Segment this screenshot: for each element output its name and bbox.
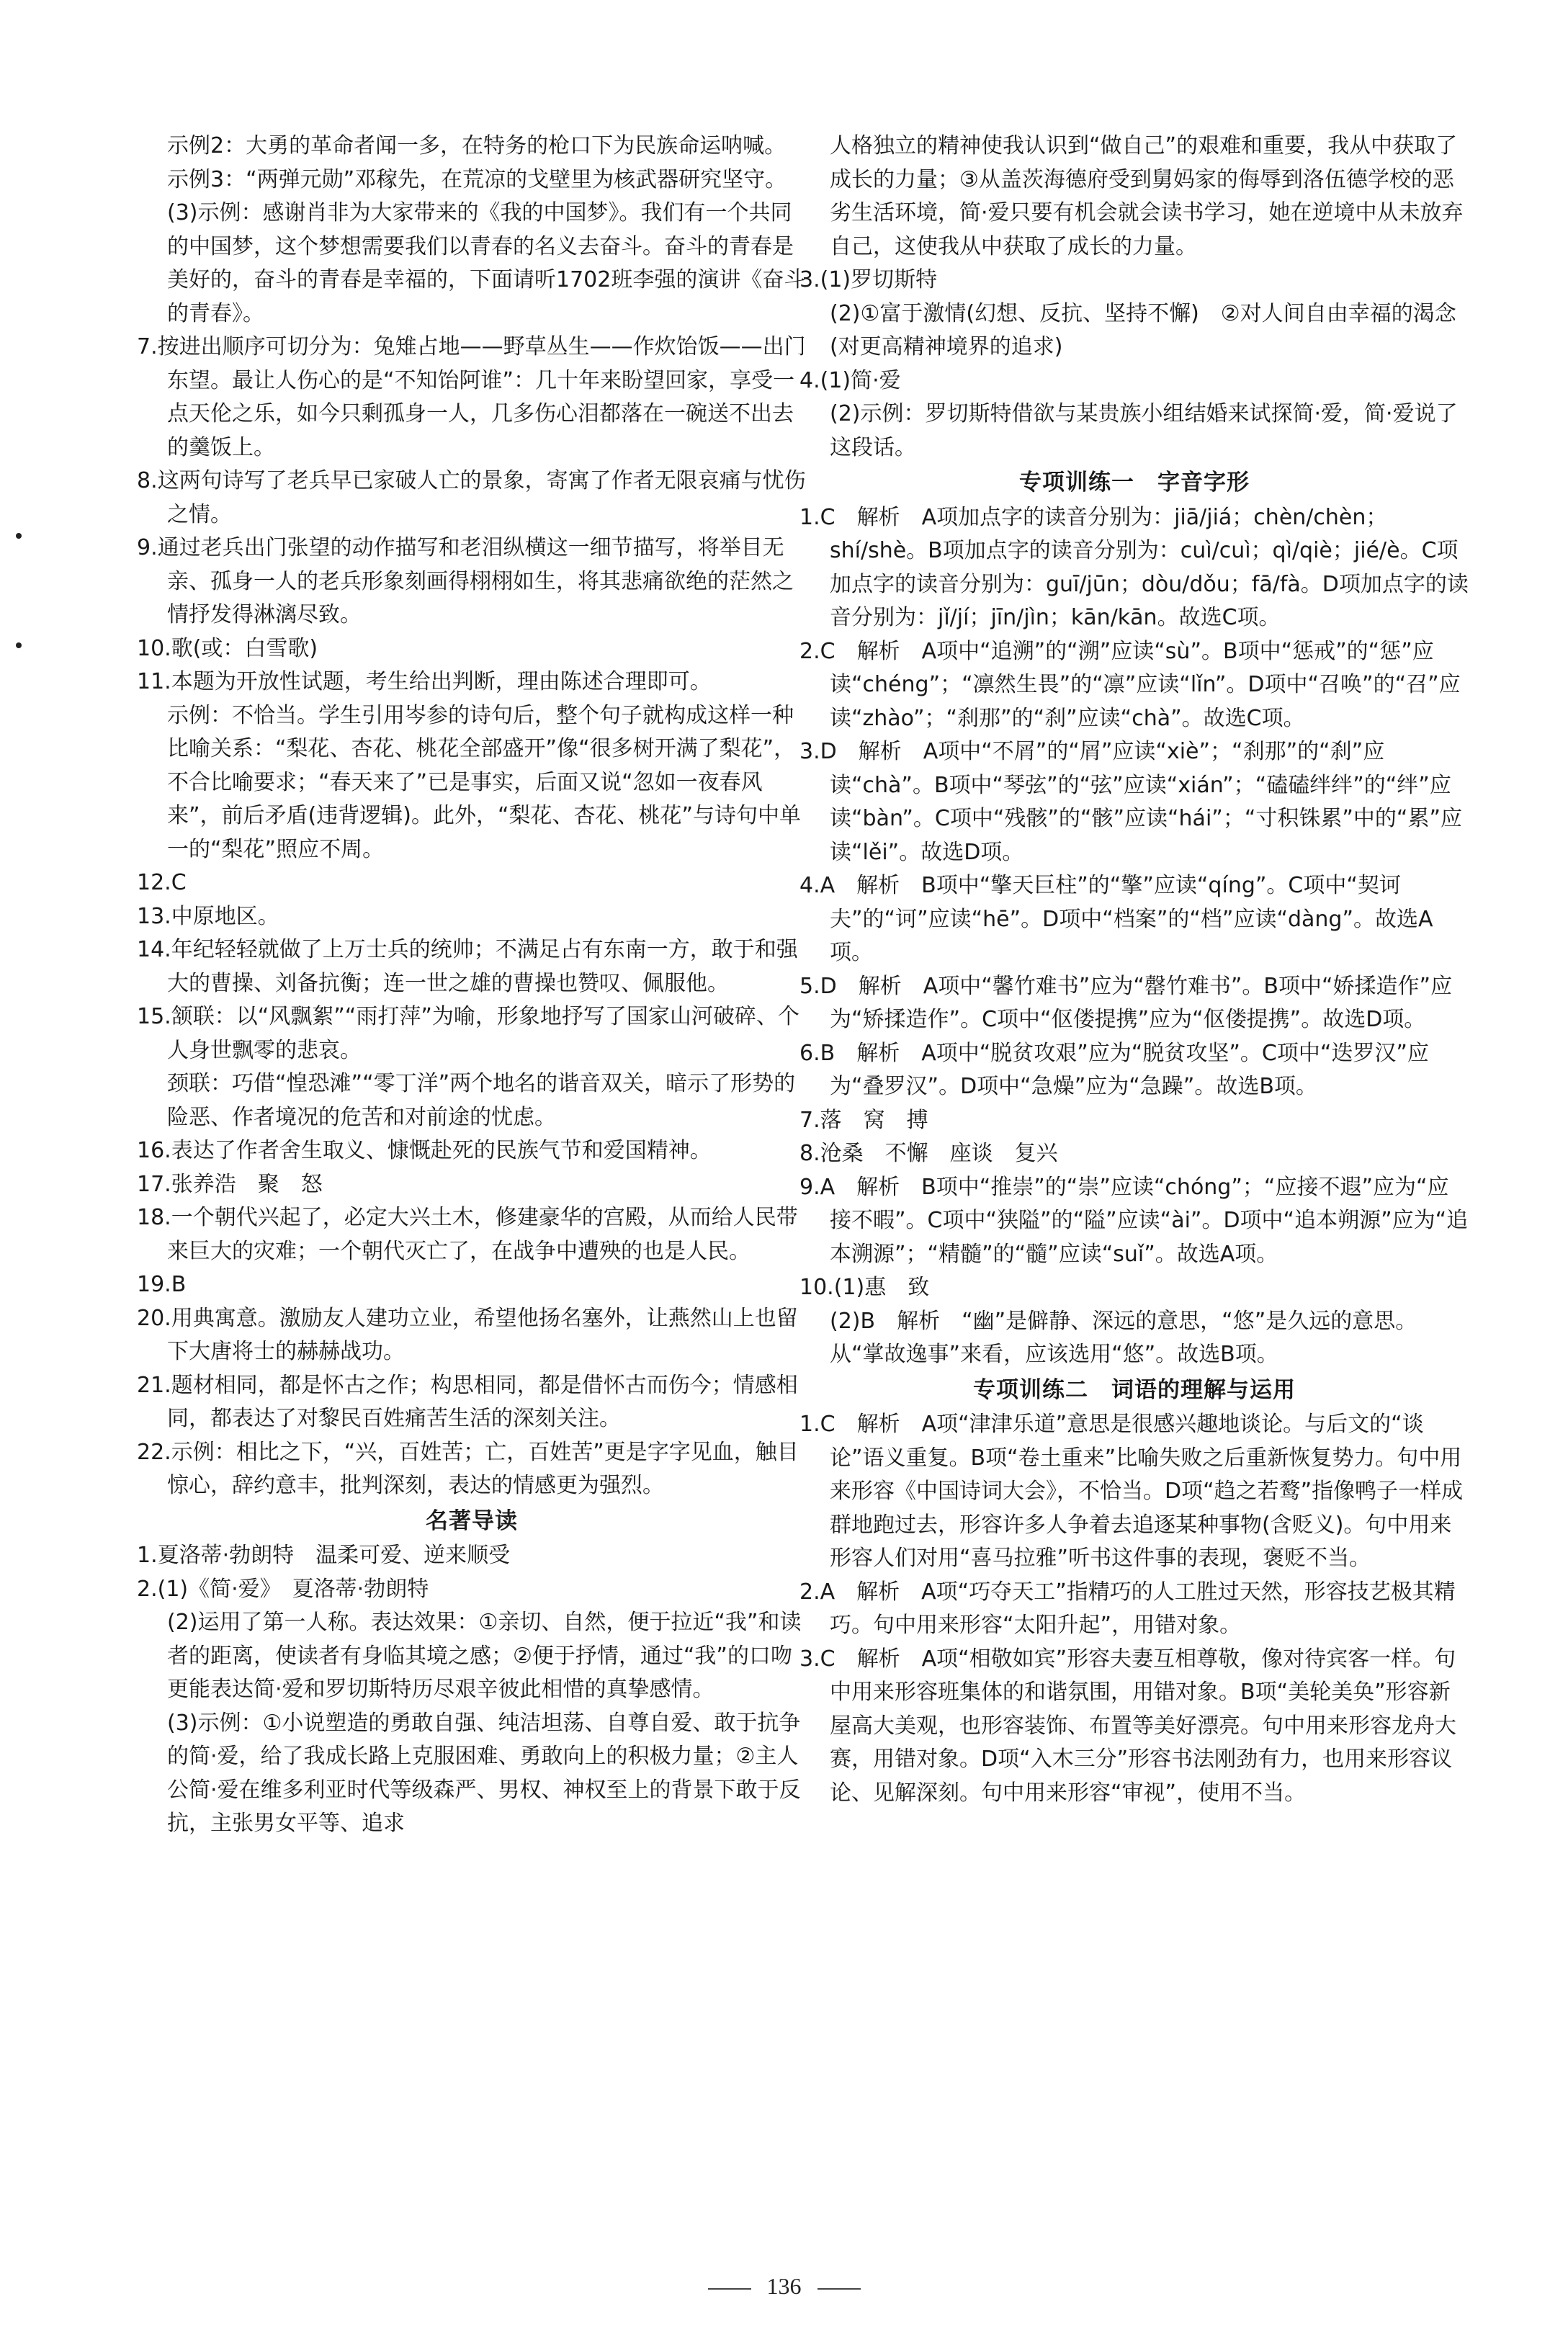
answer-paragraph: 21.题材相同，都是怀古之作；构思相同，都是借怀古而伤今；情感相同，都表达了对黎民百姓痛苦生活的深刻关注。 <box>137 1372 798 1431</box>
answer-paragraph: 17.张养浩 聚 怒 <box>137 1171 323 1197</box>
answer-paragraph: 9.A 解析 B项中“推崇”的“崇”应读“chóng”；“应接不遐”应为“应接不暇”。C项中“狭隘”的“隘”应读“ài”。D项中“追本朔源”应为“追本溯源”；“精髓”的“髓”应读“suǐ”。故选A项。 <box>799 1174 1469 1267</box>
page-number: 136 <box>766 2273 802 2299</box>
answer-paragraph: 5.D 解析 A项中“馨竹难书”应为“罄竹难书”。B项中“娇揉造作”应为“矫揉造作”。C项中“伛偻提携”应为“伛偻提携”。故选D项。 <box>799 973 1453 1032</box>
answer-paragraph: 20.用典寓意。激励友人建功立业，希望他扬名塞外，让燕然山上也留下大唐将士的赫赫战功。 <box>137 1305 798 1364</box>
answer-paragraph: 人格独立的精神使我认识到“做自己”的艰难和重要，我从中获取了成长的力量；③从盖茨海德府受到舅妈家的侮辱到洛伍德学校的恶劣生活环境，简·爱只要有机会就会读书学习，她在逆境中从未放弃自己，这使我从中获取了成长的力量。 <box>830 133 1464 259</box>
answer-paragraph: (3)示例：①小说塑造的勇敢自强、纯洁坦荡、自尊自爱、敢于抗争的简·爱，给了我成长路上克服困难、勇敢向上的积极力量；②主人公简·爱在维多利亚时代等级森严、男权、神权至上的背景下敢于反抗，主张男女平等、追求 <box>167 1710 801 1836</box>
answer-paragraph: 19.B <box>137 1272 187 1297</box>
answer-paragraph: 10.(1)惠 致 <box>799 1275 930 1300</box>
answer-paragraph: 4.(1)简·爱 <box>799 367 901 393</box>
answer-paragraph: 2.A 解析 A项“巧夺天工”指精巧的人工胜过天然，形容技艺极其精巧。句中用来形容“太阳升起”，用错对象。 <box>799 1579 1456 1638</box>
answer-paragraph: 示例2：大勇的革命者闻一多，在特务的枪口下为民族命运呐喊。 <box>167 133 787 158</box>
answer-paragraph: 15.颔联：以“风飘絮”“雨打萍”为喻，形象地抒写了国家山河破碎、个人身世飘零的悲哀。 <box>137 1004 799 1063</box>
answer-paragraph: 11.本题为开放性试题，考生给出判断，理由陈述合理即可。 <box>137 669 712 694</box>
answer-paragraph: 18.一个朝代兴起了，必定大兴土木，修建豪华的宫殿，从而给人民带来巨大的灾难；一个朝代灭亡了，在战争中遭殃的也是人民。 <box>137 1205 798 1264</box>
footer-dash-right <box>817 2288 861 2290</box>
page-footer <box>0 2273 1568 2300</box>
answer-paragraph: 3.C 解析 A项“相敬如宾”形容夫妻互相尊敬，像对待宾客一样。句中用来形容班集体的和谐氛围，用错对象。B项“美轮美奂”形容新屋高大美观，也形容装饰、布置等美好漂亮。句中用来形容龙舟大赛，用错对象。D项“入木三分”形容书法刚劲有力，也用来形容议论、见解深刻。句中用来形容“审视”，使用不当。 <box>799 1646 1456 1806</box>
answer-paragraph: 3.(1)罗切斯特 <box>799 267 938 292</box>
answer-paragraph: 7.落 窝 搏 <box>799 1107 928 1133</box>
answer-paragraph: 2.C 解析 A项中“追溯”的“溯”应读“sù”。B项中“惩戒”的“惩”应读“chéng”；“凛然生畏”的“凛”应读“lǐn”。D项中“召唤”的“召”应读“zhào”；“刹那”的“刹”应读“chà”。故选C项。 <box>799 638 1461 731</box>
answer-paragraph: (2)①富于激情(幻想、反抗、坚持不懈) ②对人间自由幸福的渴念(对更高精神境界的追求) <box>830 300 1456 359</box>
left-column <box>137 130 807 1841</box>
answer-paragraph: 1.C 解析 A项“津津乐道”意思是很感兴趣地谈论。与后文的“谈论”语义重复。B项“卷土重来”比喻失败之后重新恢复势力。句中用来形容《中国诗词大会》，不恰当。D项“趋之若鹜”指像鸭子一样成群地跑过去，形容许多人争着去追逐某种事物(含贬义)。句中用来形容人们对用“喜马拉雅”听书这件事的表现，褒贬不当。 <box>799 1412 1464 1571</box>
right-column <box>799 130 1469 1810</box>
answer-paragraph: 16.表达了作者舍生取义、慷慨赴死的民族气节和爱国精神。 <box>137 1138 712 1163</box>
section-heading: 名著导读 <box>426 1507 518 1534</box>
answer-paragraph: (2)运用了第一人称。表达效果：①亲切、自然，便于拉近“我”和读者的距离，使读者有身临其境之感；②便于抒情，通过“我”的口吻更能表达简·爱和罗切斯特历尽艰辛彼此相惜的真挚感情。 <box>167 1610 802 1702</box>
section-heading: 专项训练一 字音字形 <box>1019 470 1250 496</box>
answer-paragraph: 8.沧桑 不懈 座谈 复兴 <box>799 1141 1058 1166</box>
answer-paragraph: 6.B 解析 A项中“脱贫攻艰”应为“脱贫攻坚”。C项中“迭罗汉”应为“叠罗汉”。D项中“急燥”应为“急躁”。故选B项。 <box>799 1040 1429 1099</box>
answer-paragraph: (2)示例：罗切斯特借欲与某贵族小组结婚来试探简·爱，简·爱说了这段话。 <box>830 401 1458 460</box>
answer-paragraph: 9.通过老兵出门张望的动作描写和老泪纵横这一细节描写，将举目无亲、孤身一人的老兵形象刻画得栩栩如生，将其悲痛欲绝的茫然之情抒发得淋漓尽致。 <box>137 535 794 627</box>
answer-paragraph: 14.年纪轻轻就做了上万士兵的统帅；不满足占有东南一方，敢于和强大的曹操、刘备抗衡；连一世之雄的曹操也赞叹、佩服他。 <box>137 937 798 996</box>
margin-dot <box>16 642 22 648</box>
answer-paragraph: 3.D 解析 A项中“不屑”的“屑”应读“xiè”；“刹那”的“刹”应读“chà”。B项中“琴弦”的“弦”应读“xián”；“磕磕绊绊”的“绊”应读“bàn”。C项中“残骸”的“骸”应读“hái”；“寸积铢累”中的“累”应读“lěi”。故选D项。 <box>799 739 1462 865</box>
answer-paragraph: (3)示例：感谢肖非为大家带来的《我的中国梦》。我们有一个共同的中国梦，这个梦想需要我们以青春的名义去奋斗。奋斗的青春是美好的，奋斗的青春是幸福的，下面请听1702班李强的演讲《奋斗的青春》。 <box>167 200 806 326</box>
answer-paragraph: 示例：不恰当。学生引用岑参的诗句后，整个句子就构成这样一种比喻关系：“梨花、杏花、桃花全部盛开”像“很多树开满了梨花”，不合比喻要求；“春天来了”已是事实，后面又说“忽如一夜春风来”，前后矛盾(违背逻辑)。此外，“梨花、杏花、桃花”与诗句中单一的“梨花”照应不周。 <box>167 702 802 862</box>
answer-paragraph: 2.(1)《简·爱》 夏洛蒂·勃朗特 <box>137 1576 429 1602</box>
answer-paragraph: 13.中原地区。 <box>137 903 279 929</box>
section-heading: 专项训练二 词语的理解与运用 <box>973 1376 1296 1403</box>
answer-paragraph: 1.夏洛蒂·勃朗特 温柔可爱、逆来顺受 <box>137 1543 511 1568</box>
answer-paragraph: 4.A 解析 B项中“擎天巨柱”的“擎”应读“qíng”。C项中“契诃夫”的“诃”应读“hē”。D项中“档案”的“档”应读“dàng”。故选A项。 <box>799 873 1433 965</box>
answer-paragraph: 10.歌(或：白雪歌) <box>137 635 318 661</box>
margin-dot <box>16 533 22 539</box>
answer-paragraph: 1.C 解析 A项加点字的读音分别为：jiā/jiá；chèn/chèn；shí/shè。B项加点字的读音分别为：cuì/cuì；qì/qiè；jié/è。C项加点字的读音分别为：guī/jūn；dòu/dǒu；fā/fà。D项加点字的读音分别为：jǐ/jí；jīn/jìn；kān/kān。故选C项。 <box>799 504 1469 630</box>
answer-paragraph: 颈联：巧借“惶恐滩”“零丁洋”两个地名的谐音双关，暗示了形势的险恶、作者境况的危苦和对前途的忧虑。 <box>167 1071 796 1130</box>
answer-paragraph: 12.C <box>137 870 187 895</box>
footer-dash-left <box>708 2288 751 2290</box>
answer-paragraph: 示例3：“两弹元勋”邓稼先，在荒凉的戈壁里为核武器研究坚守。 <box>167 166 787 192</box>
answer-paragraph: (2)B 解析 “幽”是僻静、深远的意思，“悠”是久远的意思。从“掌故逸事”来看，应该选用“悠”。故选B项。 <box>830 1308 1417 1367</box>
answer-paragraph: 22.示例：相比之下，“兴，百姓苦；亡，百姓苦”更是字字见血，触目惊心，辞约意丰，批判深刻，表达的情感更为强烈。 <box>137 1439 799 1498</box>
answer-paragraph: 8.这两句诗写了老兵早已家破人亡的景象，寄寓了作者无限哀痛与忧伤之情。 <box>137 468 806 527</box>
answer-paragraph: 7.按进出顺序可切分为：兔雉占地——野草丛生——作炊饴饭——出门东望。最让人伤心的是“不知饴阿谁”：几十年来盼望回家，享受一点天伦之乐，如今只剩孤身一人，几多伤心泪都落在一碗送不出去的羹饭上。 <box>137 334 806 460</box>
